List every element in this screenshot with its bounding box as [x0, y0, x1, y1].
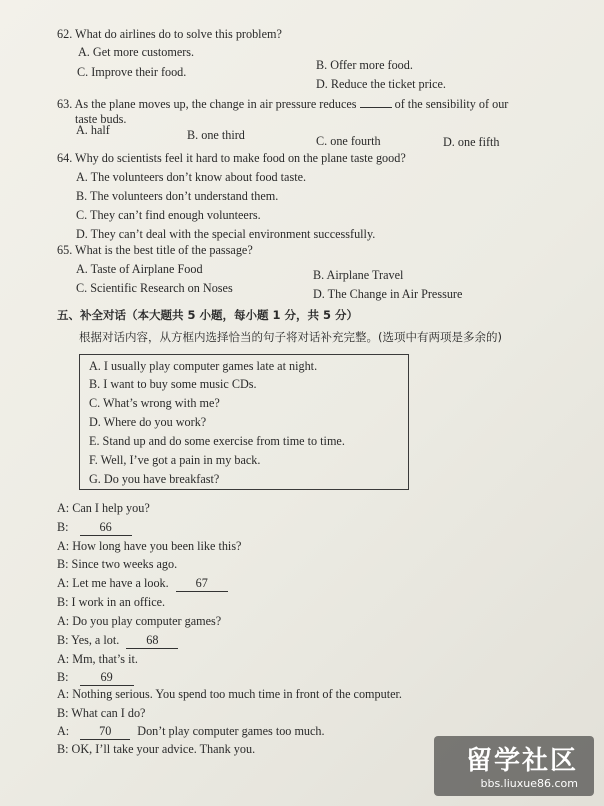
q62-option-b: B. Offer more food. — [316, 58, 413, 72]
dialogue-line-8-text: B: Yes, a lot. — [57, 633, 120, 647]
q64-option-d: D. They can’t deal with the special environment successfully. — [76, 227, 376, 241]
q65-stem: 65. What is the best title of the passage? — [57, 243, 253, 257]
q63-option-b: B. one third — [187, 128, 245, 142]
dialogue-line-7: A: Do you play computer games? — [57, 614, 222, 628]
dialogue-line-9: A: Mm, that’s it. — [57, 652, 138, 666]
q63-option-c: C. one fourth — [316, 134, 381, 148]
option-d: D. Where do you work? — [89, 415, 207, 429]
speaker-b: B: — [57, 520, 69, 534]
speaker-a: A: — [57, 724, 70, 738]
q63-stem-before: 63. As the plane moves up, the change in air pressure reduces — [57, 97, 357, 111]
answer-66: 66 — [80, 520, 132, 536]
q63-stem-after: of the sensibility of our — [394, 97, 509, 111]
q63-stem-line2: taste buds. — [75, 112, 127, 126]
q63-option-d: D. one fifth — [443, 135, 500, 149]
option-a: A. I usually play computer games late at night. — [89, 359, 318, 373]
dialogue-line-10 — [57, 670, 134, 686]
q62-option-c: C. Improve their food. — [77, 65, 187, 79]
dialogue-line-2 — [57, 520, 132, 536]
q62-stem: 62. What do airlines do to solve this problem? — [57, 27, 282, 41]
answer-68: 68 — [126, 633, 178, 649]
option-f: F. Well, I’ve got a pain in my back. — [89, 453, 261, 467]
speaker-b: B: — [57, 670, 69, 684]
dialogue-line-1: A: Can I help you? — [57, 501, 150, 515]
dialogue-line-14: B: OK, I’ll take your advice. Thank you. — [57, 742, 256, 756]
option-c: C. What’s wrong with me? — [89, 396, 220, 410]
dialogue-line-5 — [57, 576, 228, 592]
dialogue-line-13-text: Don’t play computer games too much. — [137, 724, 325, 738]
dialogue-line-8 — [57, 633, 178, 649]
option-b: B. I want to buy some music CDs. — [89, 377, 257, 391]
q64-option-a: A. The volunteers don’t know about food taste. — [76, 170, 307, 184]
dialogue-line-5-text: A: Let me have a look. — [57, 576, 169, 590]
dialogue-line-11: A: Nothing serious. You spend too much time in front of the computer. — [57, 687, 402, 701]
section-instruction: 根据对话内容，从方框内选择恰当的句子将对话补充完整。(选项中有两项是多余的) — [79, 330, 502, 344]
q64-option-b: B. The volunteers don’t understand them. — [76, 189, 279, 203]
dialogue-line-6: B: I work in an office. — [57, 595, 166, 609]
q63-stem — [57, 95, 508, 112]
q62-option-a: A. Get more customers. — [78, 45, 195, 59]
q62-option-d: D. Reduce the ticket price. — [316, 77, 446, 91]
answer-70: 70 — [80, 724, 130, 740]
dialogue-line-4: B: Since two weeks ago. — [57, 557, 178, 571]
option-g: G. Do you have breakfast? — [89, 472, 220, 486]
watermark-url: bbs.liuxue86.com — [480, 777, 578, 790]
q64-stem: 64. Why do scientists feel it hard to make food on the plane taste good? — [57, 151, 406, 165]
answer-69: 69 — [80, 670, 134, 686]
dialogue-line-3: A: How long have you been like this? — [57, 539, 242, 553]
watermark — [434, 736, 594, 796]
q65-option-d: D. The Change in Air Pressure — [313, 287, 463, 301]
q64-option-c: C. They can’t find enough volunteers. — [76, 208, 261, 222]
q65-option-c: C. Scientific Research on Noses — [76, 281, 233, 295]
q63-blank — [360, 95, 392, 108]
section-title: 五、补全对话（本大题共 5 小题，每小题 1 分，共 5 分） — [57, 308, 359, 322]
dialogue-line-12: B: What can I do? — [57, 706, 146, 720]
watermark-title: 留学社区 — [465, 746, 578, 776]
option-e: E. Stand up and do some exercise from time to time. — [89, 434, 345, 448]
answer-67: 67 — [176, 576, 228, 592]
dialogue-line-13 — [57, 724, 325, 740]
q65-option-a: A. Taste of Airplane Food — [76, 262, 203, 276]
q65-option-b: B. Airplane Travel — [313, 268, 404, 282]
q63-option-a: A. half — [76, 123, 110, 137]
